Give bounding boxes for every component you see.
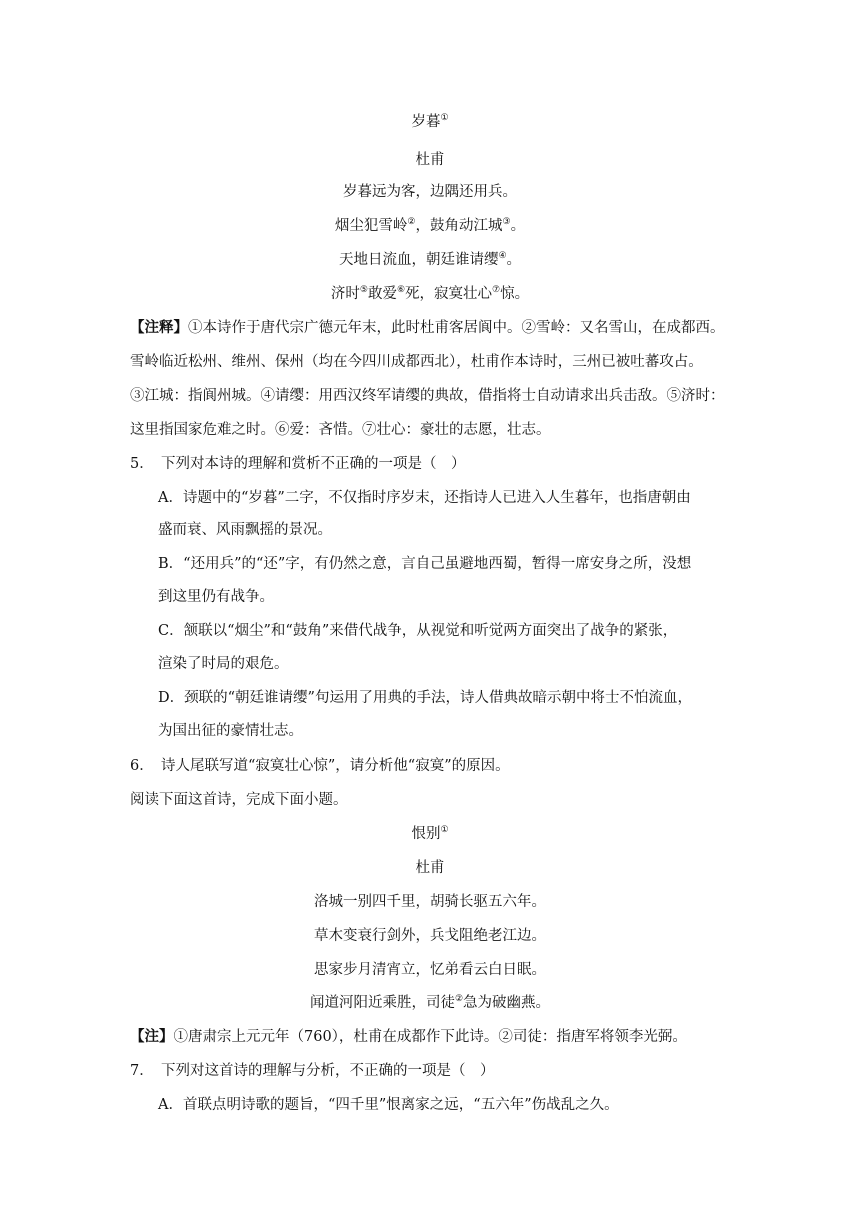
poem1-line-4: 济时⑤敢爱⑥死，寂寞壮心⑦惊。 <box>330 285 530 302</box>
q5-option-a-line-2: 盛而衰、风雨飘摇的景况。 <box>158 522 332 538</box>
poem2-title: 恨别① <box>411 825 449 842</box>
poem1-line-1: 岁暮远为客，边隅还用兵。 <box>343 184 517 200</box>
poem1-author: 杜甫 <box>415 152 445 168</box>
notes1-line-2: 雪岭临近松州、维州、保州（均在今四川成都西北），杜甫作本诗时，三州已被吐蕃攻占。 <box>130 354 703 370</box>
q5-option-b-line-2: 到这里仍有战争。 <box>158 589 274 605</box>
question-7-stem: 7． 下列对这首诗的理解与分析，不正确的一项是（ ） <box>130 1063 495 1079</box>
q5-option-d-line-1: D．颈联的“朝廷谁请缨”句运用了用典的手法，诗人借典故暗示朝中将士不怕流血， <box>158 690 692 706</box>
q5-option-d-line-2: 为国出征的豪情壮志。 <box>158 723 303 739</box>
notes1-line-3: ③江城：指阆州城。④请缨：用西汉终军请缨的典故，借指将士自动请求出兵击敌。⑤济时： <box>130 388 725 404</box>
notes1-line-1: 【注释】①本诗作于唐代宗广德元年末，此时杜甫客居阆中。②雪岭：又名雪山，在成都西。 <box>130 319 725 336</box>
poem2-author: 杜甫 <box>415 860 445 876</box>
q5-option-a-line-1: A．诗题中的“岁暮”二字，不仅指时序岁末，还指诗人已进入人生暮年，也指唐朝由 <box>158 490 691 506</box>
notes2-line: 【注】①唐肃宗上元元年（760），杜甫在成都作下此诗。②司徒：指唐军将领李光弼。 <box>130 1028 687 1045</box>
question-5-stem: 5． 下列对本诗的理解和赏析不正确的一项是（ ） <box>130 456 466 472</box>
poem2-line-4: 闻道河阳近乘胜，司徒②急为破幽燕。 <box>309 994 551 1011</box>
poem2-line-3: 思家步月清宵立，忆弟看云白日眠。 <box>314 962 546 978</box>
poem2-line-1: 洛城一别四千里，胡骑长驱五六年。 <box>314 894 546 910</box>
q5-option-c-line-2: 渲染了时局的艰危。 <box>158 656 289 672</box>
reading-instruction: 阅读下面这首诗，完成下面小题。 <box>130 792 348 808</box>
poem1-title: 岁暮① <box>411 113 449 130</box>
question-6-stem: 6． 诗人尾联写道“寂寞壮心惊”，请分析他“寂寞”的原因。 <box>130 758 510 774</box>
notes1-line-4: 这里指国家危难之时。⑥爱：吝惜。⑦壮心：豪壮的志愿，壮志。 <box>130 422 551 438</box>
q5-option-b-line-1: B．“还用兵”的“还”字，有仍然之意，言自己虽避地西蜀，暂得一席安身之所，没想 <box>158 556 692 572</box>
poem1-line-3: 天地日流血，朝廷谁请缨④。 <box>338 251 522 268</box>
poem2-line-2: 草木变衰行剑外，兵戈阻绝老江边。 <box>314 928 546 944</box>
poem1-line-2: 烟尘犯雪岭②，鼓角动江城③。 <box>334 217 526 234</box>
q7-option-a-line-1: A．首联点明诗歌的题旨，“四千里”恨离家之远，“五六年”伤战乱之久。 <box>158 1097 619 1113</box>
q5-option-c-line-1: C．颔联以“烟尘”和“鼓角”来借代战争，从视觉和听觉两方面突出了战争的紧张， <box>158 623 678 639</box>
